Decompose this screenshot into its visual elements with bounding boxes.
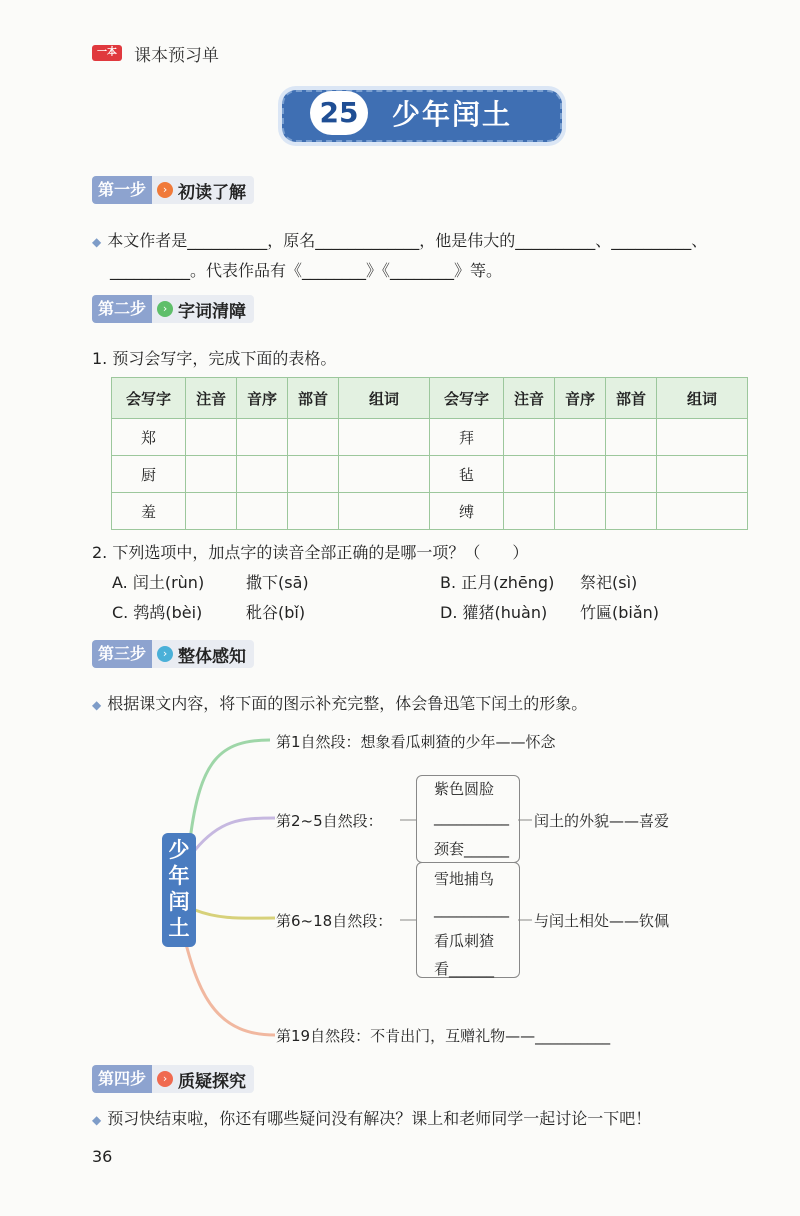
step-tag: 第一步 (92, 176, 152, 204)
table-header: 部首 (288, 378, 339, 419)
branch-1: 第1自然段：想象看瓜刺猹的少年——怀念 (276, 733, 556, 751)
branch-2-item: 紫色圆脸 (434, 780, 495, 798)
option-b-2: 祭祀(sì) (580, 573, 638, 592)
table-header: 部首 (605, 378, 656, 419)
table-cell: 郑 (112, 419, 186, 456)
header-label: 课本预习单 (134, 46, 219, 66)
step-name: 质疑探究 (178, 1071, 247, 1092)
option-d-2: 竹匾(biǎn) (580, 603, 660, 622)
step-4-text: ◆ 预习快结束啦，你还有哪些疑问没有解决？课上和老师同学一起讨论一下吧！ (92, 1109, 652, 1128)
step-4-heading (92, 1065, 254, 1093)
option-d-1: D. 獾猪(huàn) (440, 603, 548, 622)
arrow-icon: › (157, 182, 173, 198)
step-1-line-1: ◆ 本文作者是__________，原名_____________，他是伟大的__________、__________、 (92, 231, 708, 250)
step-name: 初读了解 (178, 182, 247, 203)
option-a-2: 撒下(sā) (246, 573, 309, 592)
branch-3-label: 第6~18自然段： (276, 912, 393, 930)
step-1-line-2: __________。代表作品有《________》《________》等。 (110, 261, 503, 280)
question-1: 1. 预习会写字，完成下面的表格。 (92, 349, 337, 368)
table-header: 组词 (657, 378, 748, 419)
table-header: 注音 (186, 378, 237, 419)
branch-3-item[interactable]: __________ (434, 900, 509, 918)
branch-2-item[interactable]: __________ (434, 808, 509, 826)
step-name: 字词清障 (178, 301, 247, 322)
page-number: 36 (92, 1147, 113, 1166)
step-tag: 第二步 (92, 295, 152, 323)
branch-3-item: 雪地捕鸟 (434, 870, 495, 888)
option-c-2: 秕谷(bǐ) (246, 603, 306, 622)
table-cell: 厨 (112, 456, 186, 493)
option-a-1: A. 闰土(rùn) (112, 573, 205, 592)
step-name: 整体感知 (178, 646, 247, 667)
option-b-1: B. 正月(zhēng) (440, 573, 555, 592)
table-header: 会写字 (429, 378, 503, 419)
question-2: 2. 下列选项中，加点字的读音全部正确的是哪一项？（ ） (92, 543, 529, 562)
arrow-icon: › (157, 646, 173, 662)
branch-4: 第19自然段：不肯出门，互赠礼物——__________ (276, 1027, 611, 1045)
series-logo: 一本 (92, 45, 122, 61)
step-tag: 第四步 (92, 1065, 152, 1093)
table-cell: 羞 (112, 493, 186, 530)
mind-map-center: 少年闰土 (162, 833, 196, 947)
table-header: 组词 (338, 378, 429, 419)
branch-2-result: 闰土的外貌——喜爱 (534, 812, 670, 830)
diamond-icon: ◆ (92, 698, 102, 712)
branch-3-result: 与闰土相处——钦佩 (534, 912, 670, 930)
branch-2-label: 第2~5自然段： (276, 812, 383, 830)
diamond-icon: ◆ (92, 1113, 102, 1127)
table-cell: 缚 (429, 493, 503, 530)
branch-2-item[interactable]: 颈套______ (434, 840, 510, 858)
lesson-title: 少年闰土 (392, 98, 513, 131)
table-header: 会写字 (112, 378, 186, 419)
option-c-1: C. 鹁鸪(bèi) (112, 603, 203, 622)
table-header: 音序 (555, 378, 606, 419)
lesson-number: 25 (310, 91, 368, 135)
table-cell: 拜 (429, 419, 503, 456)
diamond-icon: ◆ (92, 235, 102, 249)
table-header: 音序 (237, 378, 288, 419)
arrow-icon: › (157, 1071, 173, 1087)
step-3-intro: ◆ 根据课文内容，将下面的图示补充完整，体会鲁迅笔下闰土的形象。 (92, 694, 588, 713)
table-cell: 毡 (429, 456, 503, 493)
arrow-icon: › (157, 301, 173, 317)
branch-3-item: 看瓜刺猹 (434, 932, 495, 950)
table-header: 注音 (504, 378, 555, 419)
step-tag: 第三步 (92, 640, 152, 668)
branch-3-item[interactable]: 看______ (434, 960, 495, 978)
